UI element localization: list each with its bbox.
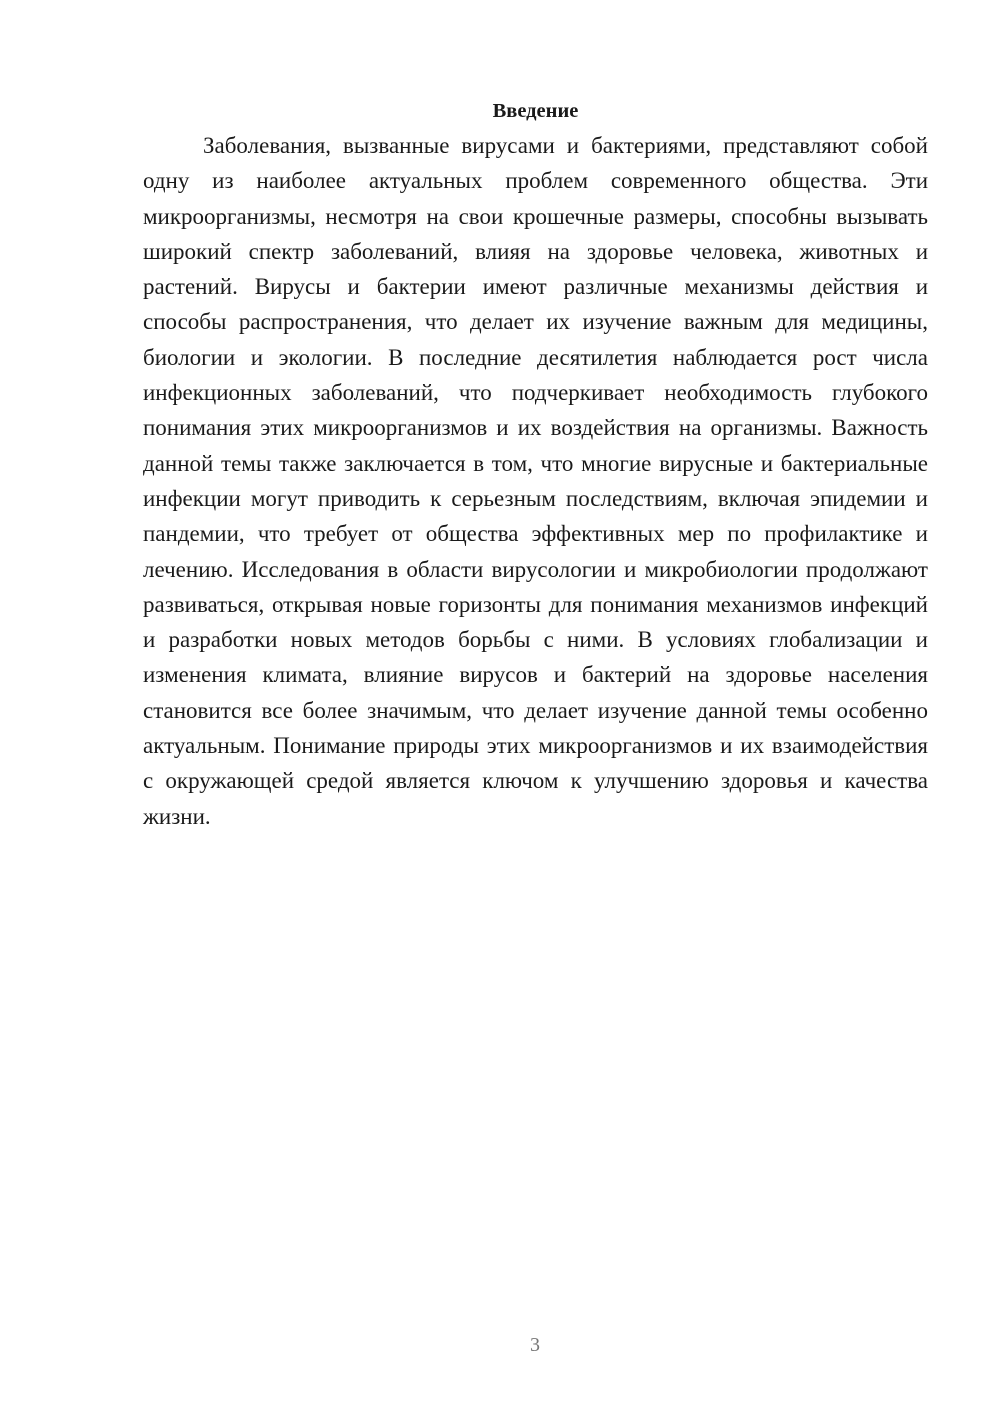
intro-paragraph: Заболевания, вызванные вирусами и бактериями, представляют собой одну из наиболее актуальных проблем современного общества. Эти микроорганизмы, несмотря на свои крошечные размеры, способны вызывать широкий спектр заболеваний, влияя на здоровье человека, животных и растений. Вирусы и бактерии имеют различные механизмы действия и способы распространения, что делает их изучение важным для медицины, биологии и экологии. В последние десятилетия наблюдается рост числа инфекционных заболеваний, что подчеркивает необходимость глубокого понимания этих микроорганизмов и их воздействия на организмы. Важность данной темы также заключается в том, что многие вирусные и бактериальные инфекции могут приводить к серьезным последствиям, включая эпидемии и пандемии, что требует от общества эффективных мер по профилактике и лечению. Исследования в области вирусологии и микробиологии продолжают развиваться, открывая новые горизонты для понимания механизмов инфекций и разработки новых методов борьбы с ними. В условиях глобализации и изменения климата, влияние вирусов и бактерий на здоровье населения становится все более значимым, что делает изучение данной темы особенно актуальным. Понимание природы этих микроорганизмов и их взаимодействия с окружающей средой является ключом к улучшению здоровья и качества жизни.	[143, 133, 928, 829]
page-content	[143, 94, 928, 834]
page-number: 3	[530, 1334, 540, 1356]
section-heading: Введение	[492, 100, 579, 122]
